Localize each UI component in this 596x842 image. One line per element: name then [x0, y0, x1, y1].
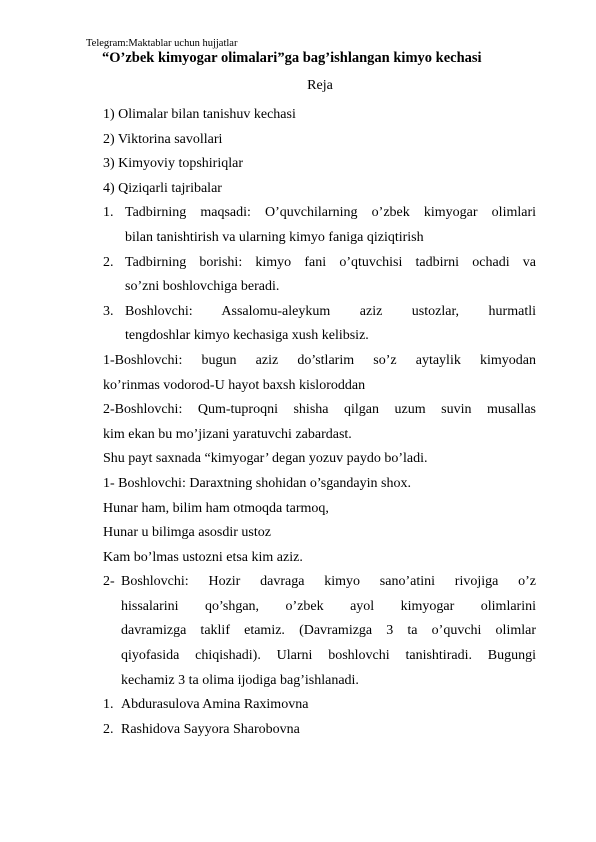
item-text-line: Boshlovchi: Assalomu-aleykum aziz ustozlar, hurmatli — [125, 303, 536, 319]
paragraph-line: Shu payt saxnada “kimyogar’ degan yozuv paydo bo’ladi. — [103, 451, 428, 467]
item-text-line: bilan tanishtirish va ularning kimyo faniga qiziqtirish — [125, 229, 424, 245]
name-item — [103, 718, 536, 743]
numbered-item — [103, 201, 536, 250]
item-text-line: tengdoshlar kimyo kechasiga xush kelibsiz. — [125, 328, 369, 344]
item-text-line: Boshlovchi: Hozir davraga kimyo sano’atini rivojiga o’z — [121, 574, 536, 590]
item-text-line: hissalarini qo’shgan, o’zbek ayol kimyogar olimlarini — [121, 598, 536, 614]
item-text-line: kechamiz 3 ta olima ijodiga bag’ishlanadi. — [121, 672, 359, 688]
item-text-line: so’zni boshlovchiga beradi. — [125, 279, 280, 295]
item-number: 2. — [103, 254, 114, 270]
item-number: 1. — [103, 697, 114, 713]
paragraph-line: kim ekan bu mo’jizani yaratuvchi zabardast. — [103, 426, 352, 442]
paragraph-line: 1- Boshlovchi: Daraxtning shohidan o’sgandayin shox. — [103, 475, 411, 491]
poem-line: Hunar u bilimga asosdir ustoz — [103, 525, 271, 541]
numbered-item — [103, 300, 536, 349]
plan-heading: Reja — [307, 78, 333, 93]
numbered-paragraph — [103, 570, 536, 693]
plan-item: 1) Olimalar bilan tanishuv kechasi — [103, 107, 296, 122]
poem-line: Kam bo’lmas ustozni etsa kim aziz. — [103, 549, 303, 565]
scientist-name: Abdurasulova Amina Raximovna — [121, 697, 309, 713]
item-text-line: Tadbirning maqsadi: O’quvchilarning o’zbek kimyogar olimlari — [125, 205, 536, 221]
plan-item: 3) Kimyoviy topshiriqlar — [103, 156, 243, 172]
paragraph-line: ko’rinmas vodorod-U hayot baxsh kisloroddan — [103, 377, 366, 393]
numbered-item — [103, 251, 536, 300]
poem-line: Hunar ham, bilim ham otmoqda tarmoq, — [103, 500, 329, 516]
item-number: 1. — [103, 205, 114, 221]
name-item — [103, 693, 536, 718]
scientist-name: Rashidova Sayyora Sharobovna — [121, 721, 300, 737]
item-number: 2. — [103, 721, 114, 737]
item-number: 3. — [103, 303, 114, 319]
item-text-line: Tadbirning borishi: kimyo fani o’qtuvchisi tadbirni ochadi va — [125, 254, 536, 270]
paragraph-line: 1-Boshlovchi: bugun aziz do’stlarim so’z aytaylik kimyodan — [103, 352, 536, 368]
item-text-line: davramizga taklif etamiz. (Davramizga 3 ta o’quvchi olimlar — [121, 623, 536, 639]
header-note: Telegram:Maktablar uchun hujjatlar — [86, 38, 238, 49]
document-body — [103, 103, 536, 742]
plan-item: 2) Viktorina savollari — [103, 131, 223, 147]
item-number: 2- — [103, 574, 115, 590]
item-text-line: qiyofasida chiqishadi). Ularni boshlovchi tanishtiradi. Bugungi — [121, 648, 536, 664]
document-title: “O’zbek kimyogar olimalari”ga bag’ishlangan kimyo kechasi — [102, 50, 482, 66]
plan-item: 4) Qiziqarli tajribalar — [103, 180, 222, 196]
paragraph-line: 2-Boshlovchi: Qum-tuproqni shisha qilgan uzum suvin musallas — [103, 402, 536, 418]
